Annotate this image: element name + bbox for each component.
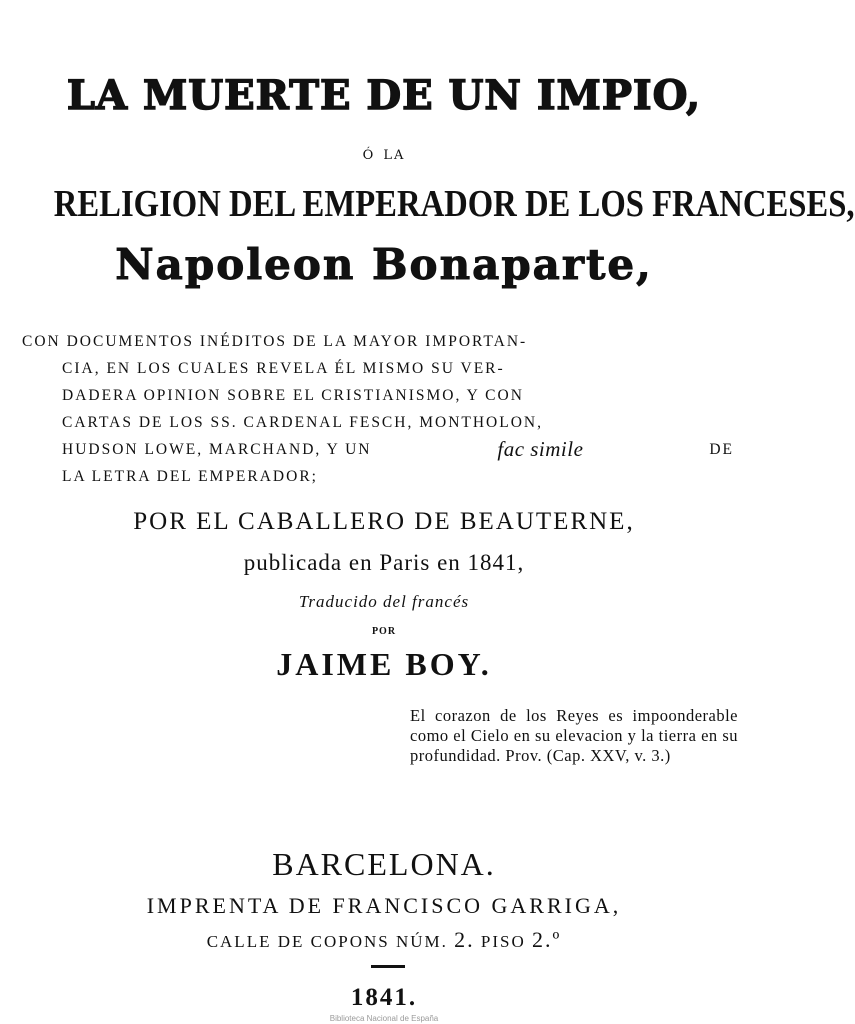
description-line-4: CARTAS DE LOS SS. CARDENAL FESCH, MONTHOLON,	[62, 414, 543, 431]
title-line-1: LA MUERTE DE UN IMPIO,	[66, 72, 702, 119]
translated-line: Traducido del francés	[298, 592, 470, 611]
por-line: POR	[371, 626, 397, 637]
address-floor: 2.º	[531, 927, 562, 952]
description-line-5-end: DE	[709, 441, 734, 458]
title-conjunction: ó la	[362, 142, 406, 164]
description-line-2: CIA, EN LOS CUALES REVELA ÉL MISMO SU VER-	[62, 360, 505, 377]
library-stamp: Biblioteca Nacional de España	[329, 1014, 439, 1023]
author-line: POR EL CABALLERO DE BEAUTERNE,	[133, 508, 635, 535]
title-name: Napoleon Bonaparte,	[115, 240, 653, 289]
description-line-3: DADERA OPINION SOBRE EL CRISTIANISMO, Y CON	[62, 387, 524, 404]
publication-line: publicada en Paris en 1841,	[243, 550, 525, 575]
epigraph: El corazon de los Reyes es impoonderable como el Cielo en su elevacion y la tierra en su profundidad. Prov. (Cap. XXV, v. 3.)	[410, 706, 738, 765]
imprint-year: 1841.	[350, 984, 418, 1011]
imprint-city: BARCELONA.	[272, 846, 496, 882]
address-floor-label: PISO	[480, 932, 526, 951]
divider-rule	[371, 965, 405, 968]
description-block	[22, 328, 734, 490]
imprint-printer: IMPRENTA DE FRANCISCO GARRIGA,	[146, 893, 622, 918]
description-line-5-start: HUDSON LOWE, MARCHAND, Y UN	[62, 441, 372, 458]
imprint-address	[0, 927, 768, 953]
translator-name: JAIME BOY.	[276, 646, 492, 682]
address-street: CALLE DE COPONS NÚM.	[206, 932, 448, 951]
description-fac-simile: fac simile	[497, 437, 584, 461]
description-line-1: CON DOCUMENTOS INÉDITOS DE LA MAYOR IMPORTAN-	[22, 333, 528, 350]
title-line-3: RELIGION DEL EMPERADOR DE LOS FRANCESES,	[53, 183, 855, 225]
description-line-5	[22, 436, 734, 463]
description-line-6: LA LETRA DEL EMPERADOR;	[62, 468, 318, 485]
address-number: 2.	[454, 927, 475, 952]
